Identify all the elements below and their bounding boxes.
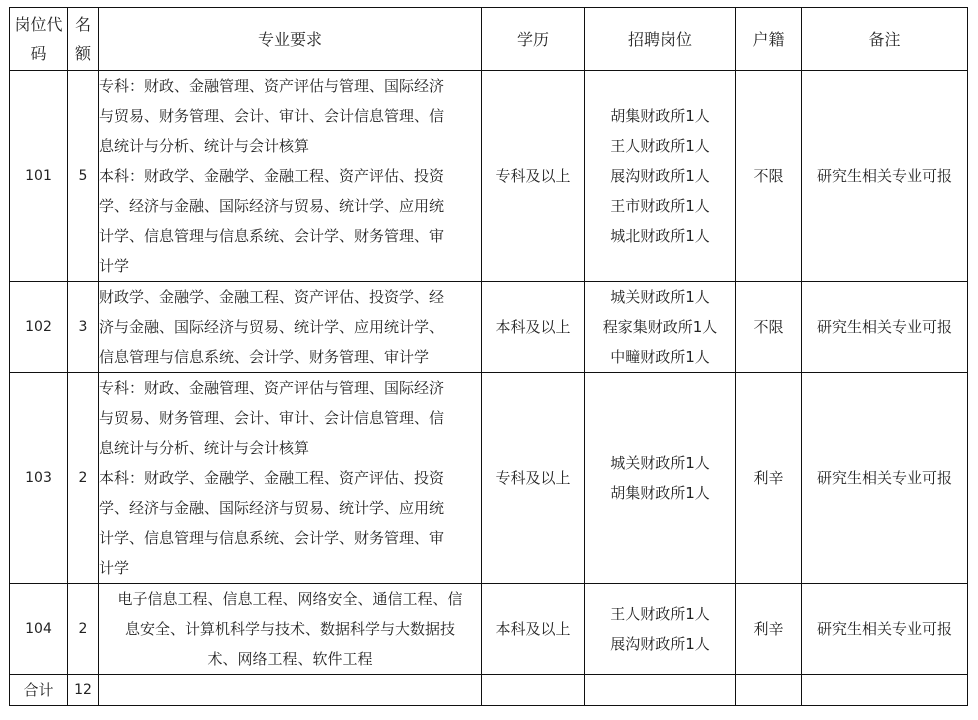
header-code bbox=[10, 8, 68, 71]
position-item: 展沟财政所1人 bbox=[610, 167, 710, 185]
major-line: 息统计与分析、统计与会计核算 bbox=[99, 137, 310, 155]
total-empty-cell bbox=[736, 675, 802, 706]
row-hukou: 利辛 bbox=[736, 373, 802, 584]
major-line: 济与金融、国际经济与贸易、统计学、应用统计学、 bbox=[99, 318, 445, 336]
total-empty-cell bbox=[802, 675, 968, 706]
row-code: 103 bbox=[10, 373, 68, 584]
row-positions bbox=[585, 373, 736, 584]
row-education: 专科及以上 bbox=[482, 71, 585, 282]
major-line: 息统计与分析、统计与会计核算 bbox=[99, 439, 310, 457]
row-positions bbox=[585, 71, 736, 282]
position-item: 城关财政所1人 bbox=[610, 454, 710, 472]
major-line: 计学 bbox=[99, 559, 130, 577]
major-line: 本科：财政学、金融学、金融工程、资产评估、投资 bbox=[99, 167, 445, 185]
major-line: 信息管理与信息系统、会计学、财务管理、审计学 bbox=[99, 348, 430, 366]
row-positions bbox=[585, 282, 736, 373]
row-remarks: 研究生相关专业可报 bbox=[802, 71, 968, 282]
header-education: 学历 bbox=[482, 8, 585, 71]
header-quota-label: 名额 bbox=[74, 15, 91, 63]
row-remarks: 研究生相关专业可报 bbox=[802, 373, 968, 584]
row-hukou: 利辛 bbox=[736, 584, 802, 675]
position-item: 中疃财政所1人 bbox=[610, 348, 710, 366]
major-line: 术、网络工程、软件工程 bbox=[207, 650, 373, 668]
major-line: 与贸易、财务管理、会计、审计、会计信息管理、信 bbox=[99, 409, 445, 427]
row-education: 专科及以上 bbox=[482, 373, 585, 584]
row-major bbox=[99, 584, 482, 675]
total-label: 合计 bbox=[10, 675, 68, 706]
position-item: 胡集财政所1人 bbox=[610, 484, 710, 502]
major-line: 计学 bbox=[99, 257, 130, 275]
major-line: 计学、信息管理与信息系统、会计学、财务管理、审 bbox=[99, 227, 445, 245]
row-code: 101 bbox=[10, 71, 68, 282]
header-quota bbox=[68, 8, 99, 71]
major-line: 电子信息工程、信息工程、网络安全、通信工程、信 bbox=[117, 590, 463, 608]
header-major: 专业要求 bbox=[99, 8, 482, 71]
position-item: 展沟财政所1人 bbox=[610, 635, 710, 653]
row-major bbox=[99, 71, 482, 282]
position-item: 城关财政所1人 bbox=[610, 288, 710, 306]
major-line: 本科：财政学、金融学、金融工程、资产评估、投资 bbox=[99, 469, 445, 487]
total-row bbox=[10, 675, 968, 706]
table-row bbox=[10, 282, 968, 373]
recruitment-table bbox=[9, 7, 968, 706]
row-quota: 2 bbox=[68, 584, 99, 675]
header-hukou: 户籍 bbox=[736, 8, 802, 71]
table-row bbox=[10, 584, 968, 675]
major-line: 计学、信息管理与信息系统、会计学、财务管理、审 bbox=[99, 529, 445, 547]
row-major bbox=[99, 373, 482, 584]
row-remarks: 研究生相关专业可报 bbox=[802, 584, 968, 675]
major-line: 学、经济与金融、国际经济与贸易、统计学、应用统 bbox=[99, 197, 445, 215]
table-row bbox=[10, 71, 968, 282]
position-item: 程家集财政所1人 bbox=[602, 318, 718, 336]
total-empty-cell bbox=[99, 675, 482, 706]
total-empty-cell bbox=[482, 675, 585, 706]
table-row bbox=[10, 373, 968, 584]
major-line: 学、经济与金融、国际经济与贸易、统计学、应用统 bbox=[99, 499, 445, 517]
major-line: 财政学、金融学、金融工程、资产评估、投资学、经 bbox=[99, 288, 445, 306]
header-code-label: 岗位代码 bbox=[14, 15, 63, 63]
row-quota: 3 bbox=[68, 282, 99, 373]
row-hukou: 不限 bbox=[736, 71, 802, 282]
major-line: 专科：财政、金融管理、资产评估与管理、国际经济 bbox=[99, 379, 445, 397]
position-item: 王市财政所1人 bbox=[610, 197, 710, 215]
position-item: 胡集财政所1人 bbox=[610, 107, 710, 125]
row-education: 本科及以上 bbox=[482, 282, 585, 373]
header-row bbox=[10, 8, 968, 71]
row-code: 104 bbox=[10, 584, 68, 675]
row-quota: 2 bbox=[68, 373, 99, 584]
position-item: 王人财政所1人 bbox=[610, 137, 710, 155]
row-major bbox=[99, 282, 482, 373]
total-empty-cell bbox=[585, 675, 736, 706]
row-quota: 5 bbox=[68, 71, 99, 282]
header-positions: 招聘岗位 bbox=[585, 8, 736, 71]
header-remarks: 备注 bbox=[802, 8, 968, 71]
major-line: 息安全、计算机科学与技术、数据科学与大数据技 bbox=[124, 620, 455, 638]
major-line: 专科：财政、金融管理、资产评估与管理、国际经济 bbox=[99, 77, 445, 95]
row-hukou: 不限 bbox=[736, 282, 802, 373]
row-education: 本科及以上 bbox=[482, 584, 585, 675]
position-item: 王人财政所1人 bbox=[610, 605, 710, 623]
position-item: 城北财政所1人 bbox=[610, 227, 710, 245]
total-quota: 12 bbox=[68, 675, 99, 706]
major-line: 与贸易、财务管理、会计、审计、会计信息管理、信 bbox=[99, 107, 445, 125]
row-code: 102 bbox=[10, 282, 68, 373]
row-remarks: 研究生相关专业可报 bbox=[802, 282, 968, 373]
row-positions bbox=[585, 584, 736, 675]
